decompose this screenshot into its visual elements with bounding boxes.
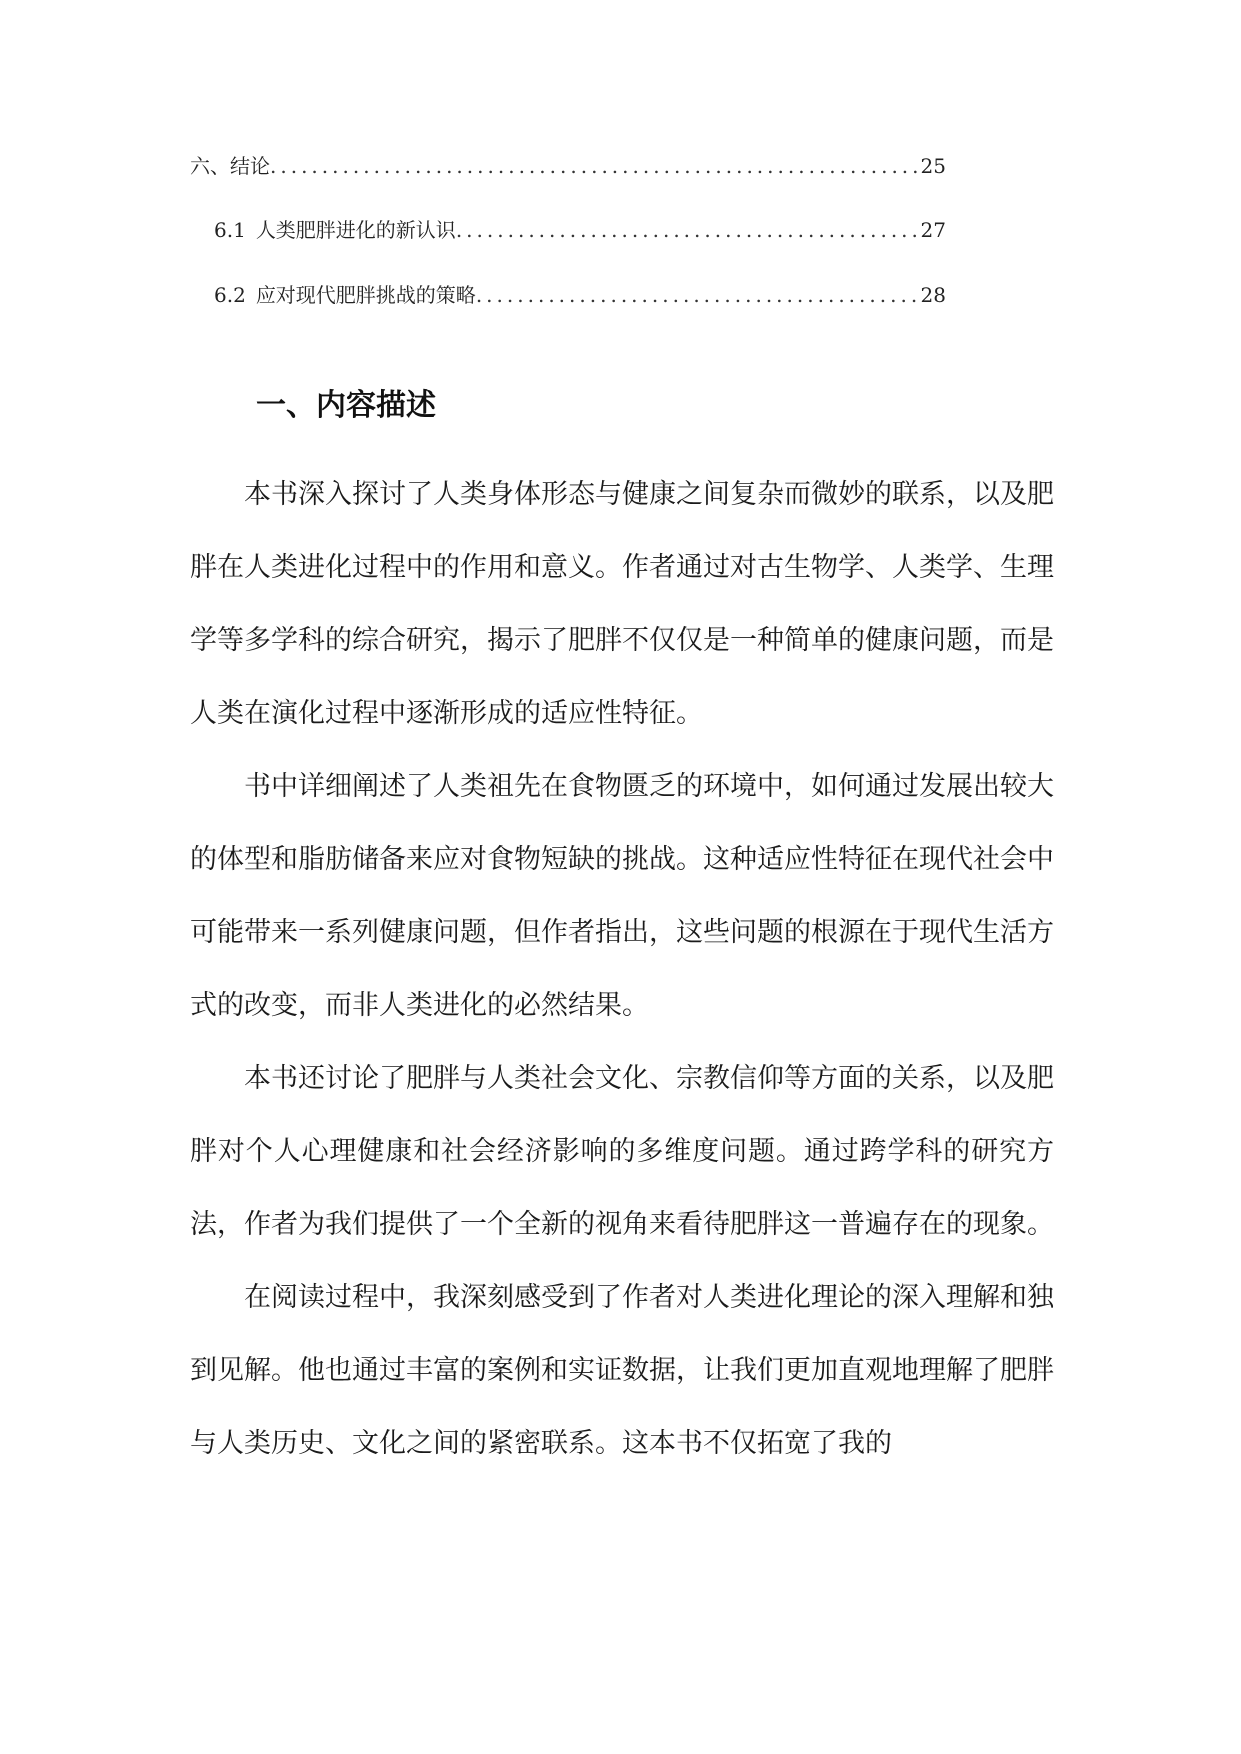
toc-dot-leader (456, 218, 919, 242)
toc-entry-page: 28 (920, 283, 946, 307)
toc-dot-leader (476, 283, 919, 307)
body-paragraph: 本书还讨论了肥胖与人类社会文化、宗教信仰等方面的关系，以及肥胖对个人心理健康和社会经济影响的多维度问题。通过跨学科的研究方法，作者为我们提供了一个全新的视角来看待肥胖这一普遍存在的现象。 (190, 1063, 1054, 1240)
section-heading: 一、内容描述 (256, 388, 436, 423)
body-paragraph: 本书深入探讨了人类身体形态与健康之间复杂而微妙的联系，以及肥胖在人类进化过程中的作用和意义。作者通过对古生物学、人类学、生理学等多学科的综合研究，揭示了肥胖不仅仅是一种简单的健康问题，而是人类在演化过程中逐渐形成的适应性特征。 (190, 479, 1054, 729)
toc-entry-title: 结论 (230, 154, 270, 178)
toc-dot-leader (270, 154, 919, 178)
toc-entry-page: 25 (920, 154, 946, 178)
toc-entry-6-1[interactable] (214, 214, 946, 246)
section-body (190, 458, 1054, 1480)
toc-entry-title: 人类肥胖进化的新认识 (255, 218, 456, 242)
toc-entry-conclusion[interactable] (190, 150, 946, 182)
toc-entry-page: 27 (920, 218, 946, 242)
body-paragraph: 在阅读过程中，我深刻感受到了作者对人类进化理论的深入理解和独到见解。他也通过丰富的案例和实证数据，让我们更加直观地理解了肥胖与人类历史、文化之间的紧密联系。这本书不仅拓宽了我的 (190, 1282, 1054, 1459)
toc-entry-number: 6.1 (214, 218, 246, 242)
body-paragraph: 书中详细阐述了人类祖先在食物匮乏的环境中，如何通过发展出较大的体型和脂肪储备来应对食物短缺的挑战。这种适应性特征在现代社会中可能带来一系列健康问题，但作者指出，这些问题的根源在于现代生活方式的改变，而非人类进化的必然结果。 (190, 771, 1054, 1021)
toc-entry-6-2[interactable] (214, 279, 946, 311)
toc-entry-number: 6.2 (214, 283, 246, 307)
toc-entry-title: 应对现代肥胖挑战的策略 (255, 283, 476, 307)
toc-entry-number: 六、 (190, 154, 230, 178)
